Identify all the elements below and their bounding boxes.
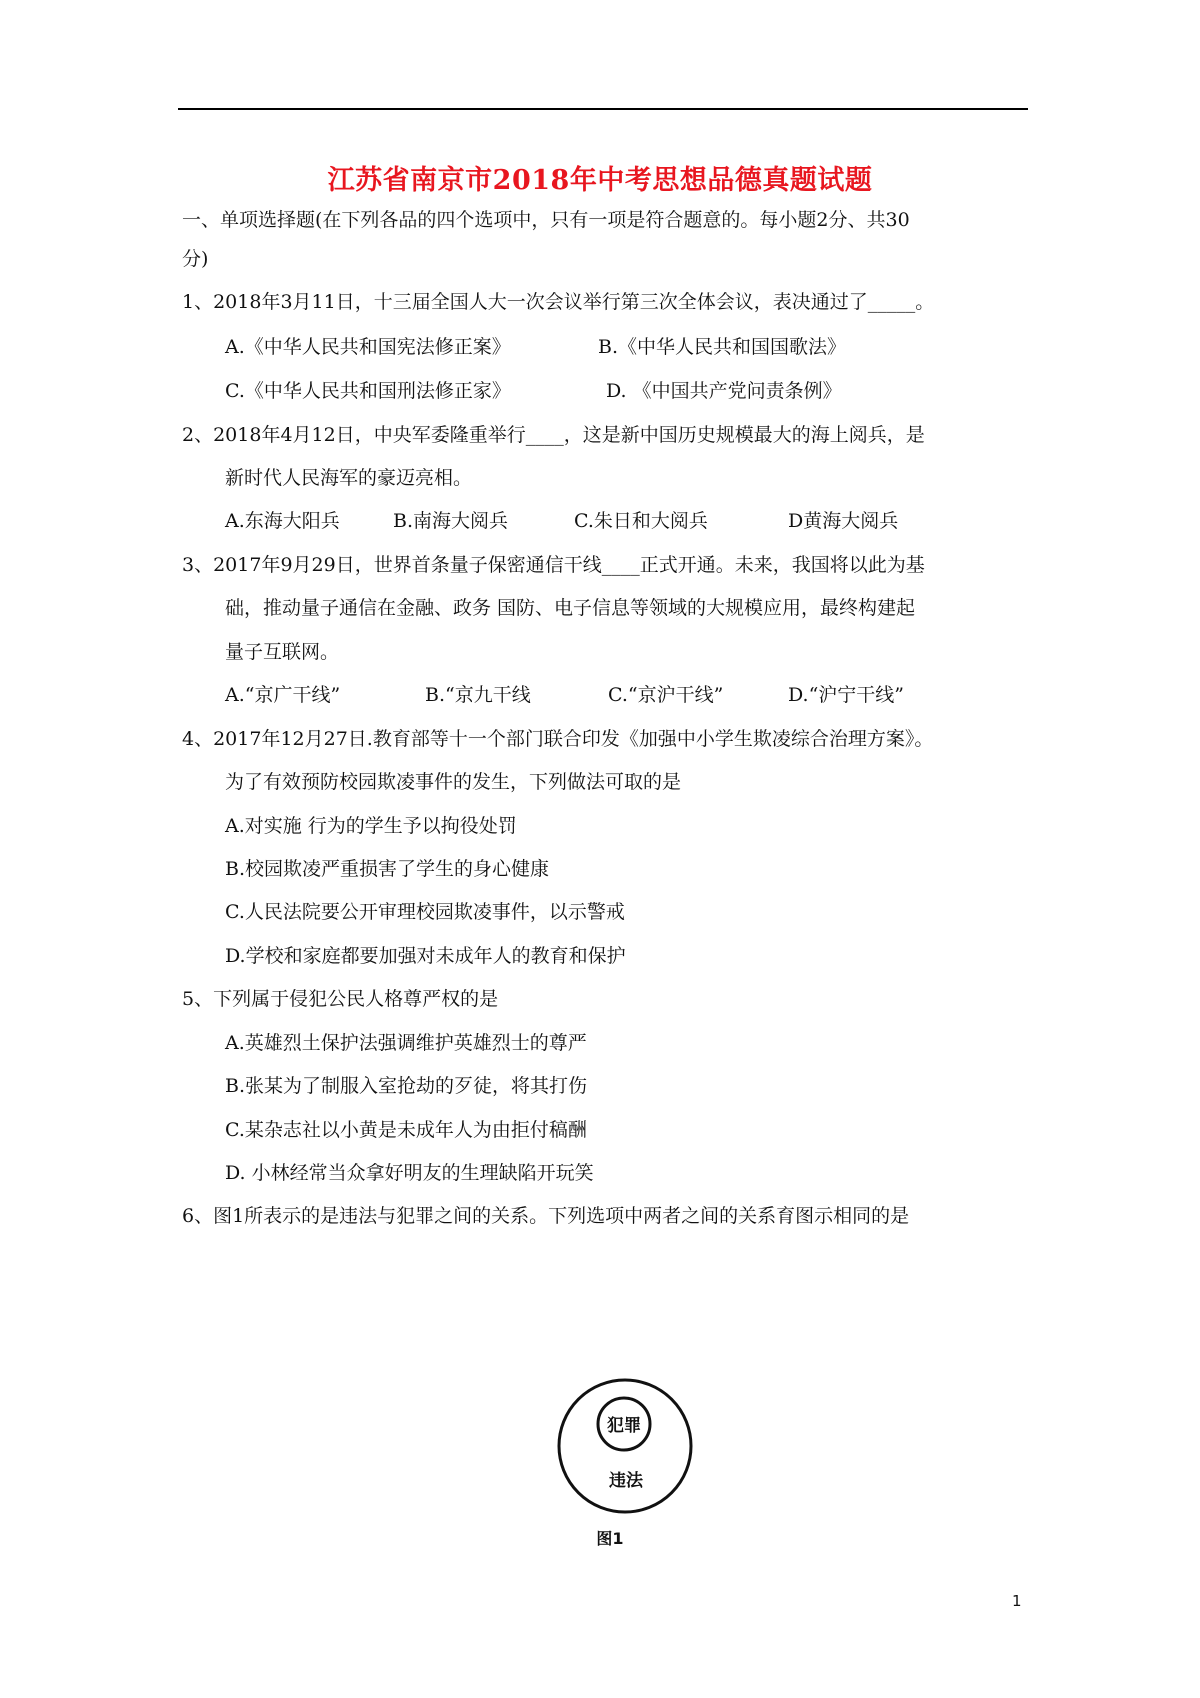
question-3-option-c: C.“京沪干线”: [608, 684, 724, 706]
page-number: 1: [1012, 1592, 1022, 1610]
question-5-option-d: D. 小林经常当众拿好明友的生理缺陷开玩笑: [225, 1162, 594, 1184]
question-1-option-d: D. 《中国共产党问责条例》: [606, 380, 842, 402]
header-rule: [178, 108, 1028, 110]
inner-circle-label: 犯罪: [607, 1416, 641, 1436]
section-instruction-line2: 分): [182, 248, 209, 270]
question-5-option-a: A.英雄烈土保护法强调维护英雄烈士的尊严: [225, 1032, 587, 1054]
question-2-option-d: D黄海大阅兵: [788, 510, 899, 532]
question-3-stem-line3: 量子互联网。: [225, 641, 340, 663]
question-3-stem-line1: 3、2017年9月29日，世界首条量子保密通信干线____正式开通。未来，我国将以此为基: [182, 554, 925, 576]
question-5-option-c: C.某杂志社以小黄是未成年人为由拒付稿酬: [225, 1119, 587, 1141]
question-4-stem-line2: 为了有效预防校园欺凌事件的发生，下列做法可取的是: [225, 771, 682, 793]
question-4-option-c: C.人民法院要公开审理校园欺凌事件，以示警戒: [225, 901, 625, 923]
question-2-stem-line2: 新时代人民海军的豪迈亮相。: [225, 467, 473, 489]
question-5-option-b: B.张某为了制服入室抢劫的歹徒，将其打伤: [225, 1075, 588, 1097]
figure-1-diagram: [530, 1378, 720, 1558]
question-2-option-c: C.朱日和大阅兵: [574, 510, 708, 532]
question-4-stem-line1: 4、2017年12月27日.教育部等十一个部门联合印发《加强中小学生欺凌综合治理方案》。: [182, 728, 934, 750]
question-3-option-a: A.“京广干线”: [225, 684, 341, 706]
question-5-stem: 5、下列属于侵犯公民人格尊严权的是: [182, 988, 499, 1010]
question-3-option-b: B.“京九干线: [425, 684, 531, 706]
question-2-option-b: B.南海大阅兵: [393, 510, 509, 532]
question-6-stem: 6、图1所表示的是违法与犯罪之间的关系。下列选项中两者之间的关系育图示相同的是: [182, 1205, 910, 1227]
outer-circle-violation: [559, 1380, 691, 1512]
question-4-option-d: D.学校和家庭都要加强对未成年人的教育和保护: [225, 945, 626, 967]
question-1-option-a: A.《中华人民共和国宪法修正案》: [225, 336, 511, 358]
question-3-stem-line2: 础，推动量子通信在金融、政务 国防、电子信息等领域的大规模应用，最终构建起: [225, 597, 916, 619]
question-4-option-a: A.对实施 行为的学生予以拘役处罚: [225, 815, 517, 837]
question-1-stem: 1、2018年3月11日，十三届全国人大一次会议举行第三次全体会议，表决通过了_____。: [182, 291, 935, 313]
page-title: 江苏省南京市2018年中考思想品德真题试题: [327, 165, 873, 196]
question-2-stem-line1: 2、2018年4月12日，中央军委隆重举行____，这是新中国历史规模最大的海上阅兵，是: [182, 424, 925, 446]
figure-caption: 图1: [596, 1529, 624, 1548]
question-1-option-b: B.《中华人民共和国国歌法》: [598, 336, 847, 358]
question-3-option-d: D.“沪宁干线”: [788, 684, 905, 706]
section-instruction-line1: 一、单项选择题(在下列各品的四个选项中，只有一项是符合题意的。每小题2分、共30: [182, 209, 910, 231]
question-4-option-b: B.校园欺凌严重损害了学生的身心健康: [225, 858, 550, 880]
outer-circle-label: 违法: [609, 1471, 643, 1491]
question-2-option-a: A.东海大阳兵: [225, 510, 340, 532]
question-1-option-c: C.《中华人民共和国刑法修正家》: [225, 380, 511, 402]
